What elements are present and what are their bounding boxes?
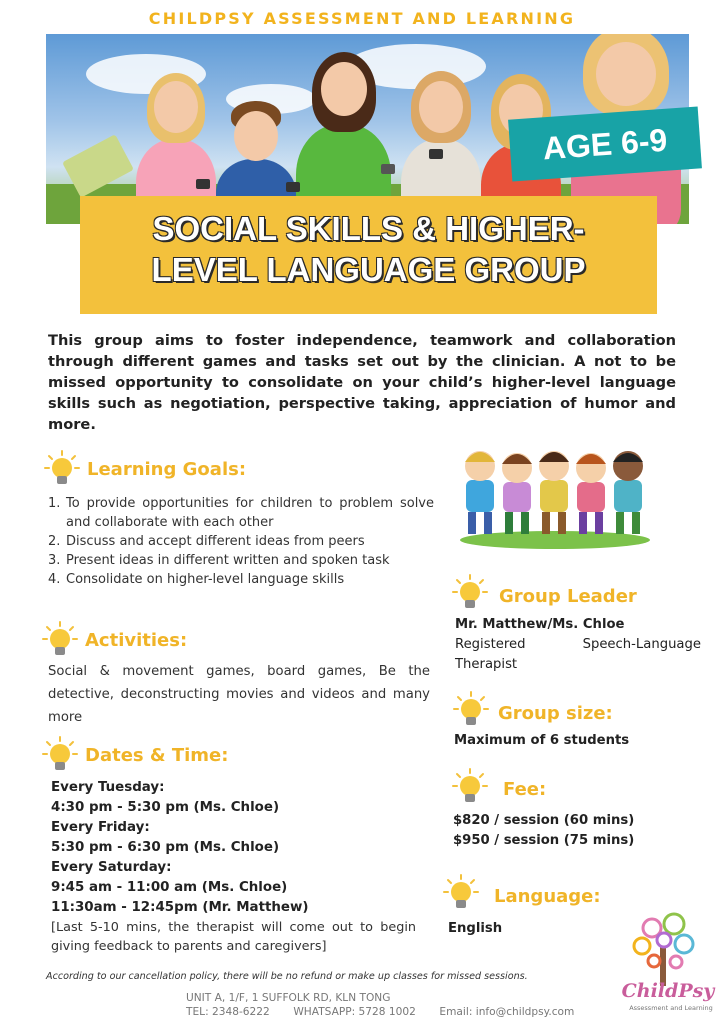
schedule-line: Every Saturday: [51,860,172,875]
email-link[interactable]: Email: info@childpsy.com [439,1006,575,1018]
lightbulb-icon [40,620,80,660]
age-badge: AGE 6-9 [508,106,702,181]
fee-info [453,811,703,851]
list-item: 4. Consolidate on higher-level language skills [48,572,345,587]
title-line-1: SOCIAL SKILLS & HIGHER- [152,210,585,247]
language-text: English [448,921,503,936]
logo-tagline: Assessment and Learning [629,1004,713,1012]
dates-heading: Dates & Time: [85,745,229,766]
schedule-line: 4:30 pm - 5:30 pm (Ms. Chloe) [51,800,280,815]
dates-schedule [51,778,416,956]
list-item: 3. Present ideas in different written and spoken task [48,553,390,568]
lightbulb-icon [441,873,481,913]
leader-role: Registered Speech-Language Therapist [455,637,701,672]
fee-line: $820 / session (60 mins) [453,813,635,828]
page-title [80,208,657,290]
schedule-line: 11:30am - 12:45pm (Mr. Matthew) [51,900,309,915]
lightbulb-icon [40,735,80,775]
contact-footer [186,991,586,1019]
activities-text: Social & movement games, board games, Be the detective, deconstructing movies and videos and many more [48,664,430,725]
lightbulb-icon [450,767,490,807]
learning-goals-list [48,494,434,589]
phone: TEL: 2348-6222 [186,1006,270,1018]
group-leader-heading: Group Leader [499,586,637,607]
lightbulb-icon [450,573,490,613]
schedule-line: Every Tuesday: [51,780,165,795]
logo-wordmark: ChildPsy [621,980,715,1002]
leader-name: Mr. Matthew/Ms. Chloe [455,617,625,632]
kids-illustration [458,440,653,550]
schedule-note: [Last 5-10 mins, the therapist will come out to begin giving feedback to parents and caregivers] [51,920,416,954]
schedule-line: 5:30 pm - 6:30 pm (Ms. Chloe) [51,840,280,855]
lightbulb-icon [451,690,491,730]
whatsapp: WHATSAPP: 5728 1002 [293,1006,416,1018]
intro-paragraph: This group aims to foster independence, teamwork and collaboration through different games and tasks set out by the clinician. A not to be missed opportunity to consolidate on your child’s higher-level language skills such as negotiation, perspective taking, appreciation of humor and more. [48,332,676,433]
learning-goals-heading: Learning Goals: [87,459,247,480]
fee-line: $950 / session (75 mins) [453,833,635,848]
language-heading: Language: [494,886,601,907]
group-leader-info [455,615,701,675]
brand-header: CHILDPSY ASSESSMENT AND LEARNING [148,9,576,28]
schedule-line: Every Friday: [51,820,150,835]
address: UNIT A, 1/F, 1 SUFFOLK RD, KLN TONG [186,992,391,1004]
fee-heading: Fee: [503,779,547,800]
lightbulb-icon [42,449,82,489]
schedule-line: 9:45 am - 11:00 am (Ms. Chloe) [51,880,288,895]
cancellation-policy: According to our cancellation policy, there will be no refund or make up classes for missed sessions. [46,971,528,982]
activities-heading: Activities: [85,630,188,651]
list-item: 2. Discuss and accept different ideas from peers [48,534,365,549]
title-line-2: LEVEL LANGUAGE GROUP [151,251,586,288]
list-item: 1. To provide opportunities for children to problem solve and collaborate with each other [48,496,434,530]
group-size-text: Maximum of 6 students [454,733,630,748]
group-size-heading: Group size: [498,703,613,724]
